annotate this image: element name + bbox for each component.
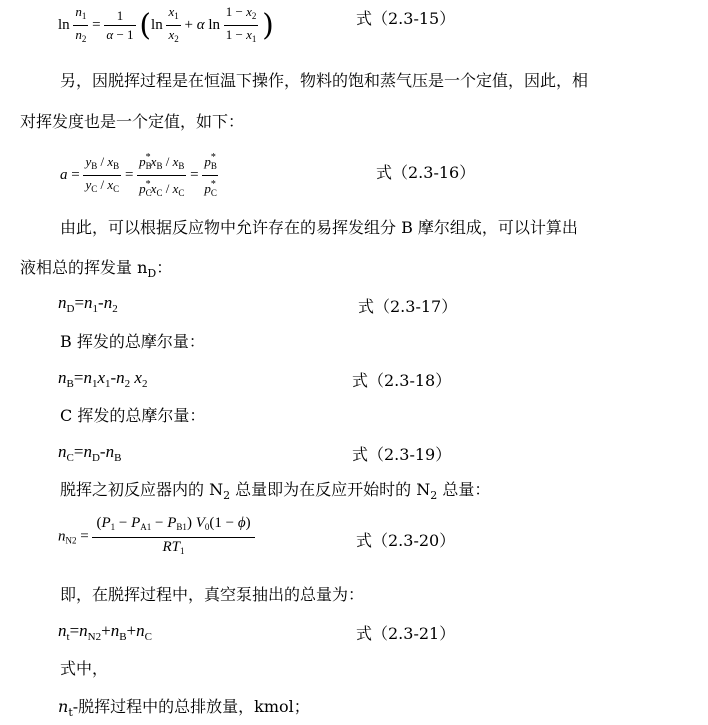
equation-2-3-15: ln $\frac{n_1}{n_2}$ = $\frac{1}{\alpha - 1}$ (ln $\frac{x_1}{x_2}$ + α ln $\frac{1 - x_2}{1 - x_1}$ ) [58, 4, 274, 44]
equation-label-2-3-16: 式（2.3-16） [376, 163, 476, 182]
equation-2-3-19: $n_C=n_D-n_B$ [58, 442, 122, 464]
equation-2-3-16: a = $\frac{y_B / x_B}{y_C / x_C}$ = $\frac{p_B^*x_B / x_B}{p_C^*x_C / x_C}$ = $\frac{p_B^*}{p_C^*}$ [60, 152, 217, 198]
paragraph-line: B 挥发的总摩尔量： [60, 332, 205, 351]
definition-nt: $n_t-$脱挥过程中的总排放量，kmol； [58, 697, 310, 719]
paragraph-line: 液相总的挥发量 $n_D$： [20, 258, 173, 280]
paragraph-line: 式中， [60, 659, 109, 678]
paragraph-line: 由此，可以根据反应物中允许存在的易挥发组分 B 摩尔组成，可以计算出 [60, 218, 578, 237]
equation-label-2-3-18: 式（2.3-18） [352, 371, 452, 390]
paragraph-line: C 挥发的总摩尔量： [60, 406, 206, 425]
equation-2-3-21: $n_t=n_{N2}+n_B+n_C$ [58, 621, 152, 643]
equation-label-2-3-19: 式（2.3-19） [352, 445, 452, 464]
paragraph-line: 脱挥之初反应器内的 $N_2$ 总量即为在反应开始时的 $N_2$ 总量： [60, 480, 491, 502]
equation-2-3-20: $n_{N2}$ = $\frac{(P_1 - P_{A1} - P_{B1}) V_0(1 - \phi)}{RT_1}$ [58, 515, 255, 559]
equation-label-2-3-21: 式（2.3-21） [356, 624, 456, 643]
paragraph-line: 即，在脱挥过程中，真空泵抽出的总量为： [60, 585, 365, 604]
equation-label-2-3-15: 式（2.3-15） [356, 9, 456, 28]
equation-2-3-17: $n_D=n_1-n_2$ [58, 293, 118, 315]
paragraph-line: 另，因脱挥过程是在恒温下操作，物料的饱和蒸气压是一个定值，因此，相 [60, 71, 589, 90]
equation-2-3-18: $n_B=n_1x_1-n_2$ $x_2$ [58, 368, 148, 390]
equation-label-2-3-20: 式（2.3-20） [356, 531, 456, 550]
equation-label-2-3-17: 式（2.3-17） [358, 297, 458, 316]
paragraph-line: 对挥发度也是一个定值，如下： [20, 112, 245, 131]
